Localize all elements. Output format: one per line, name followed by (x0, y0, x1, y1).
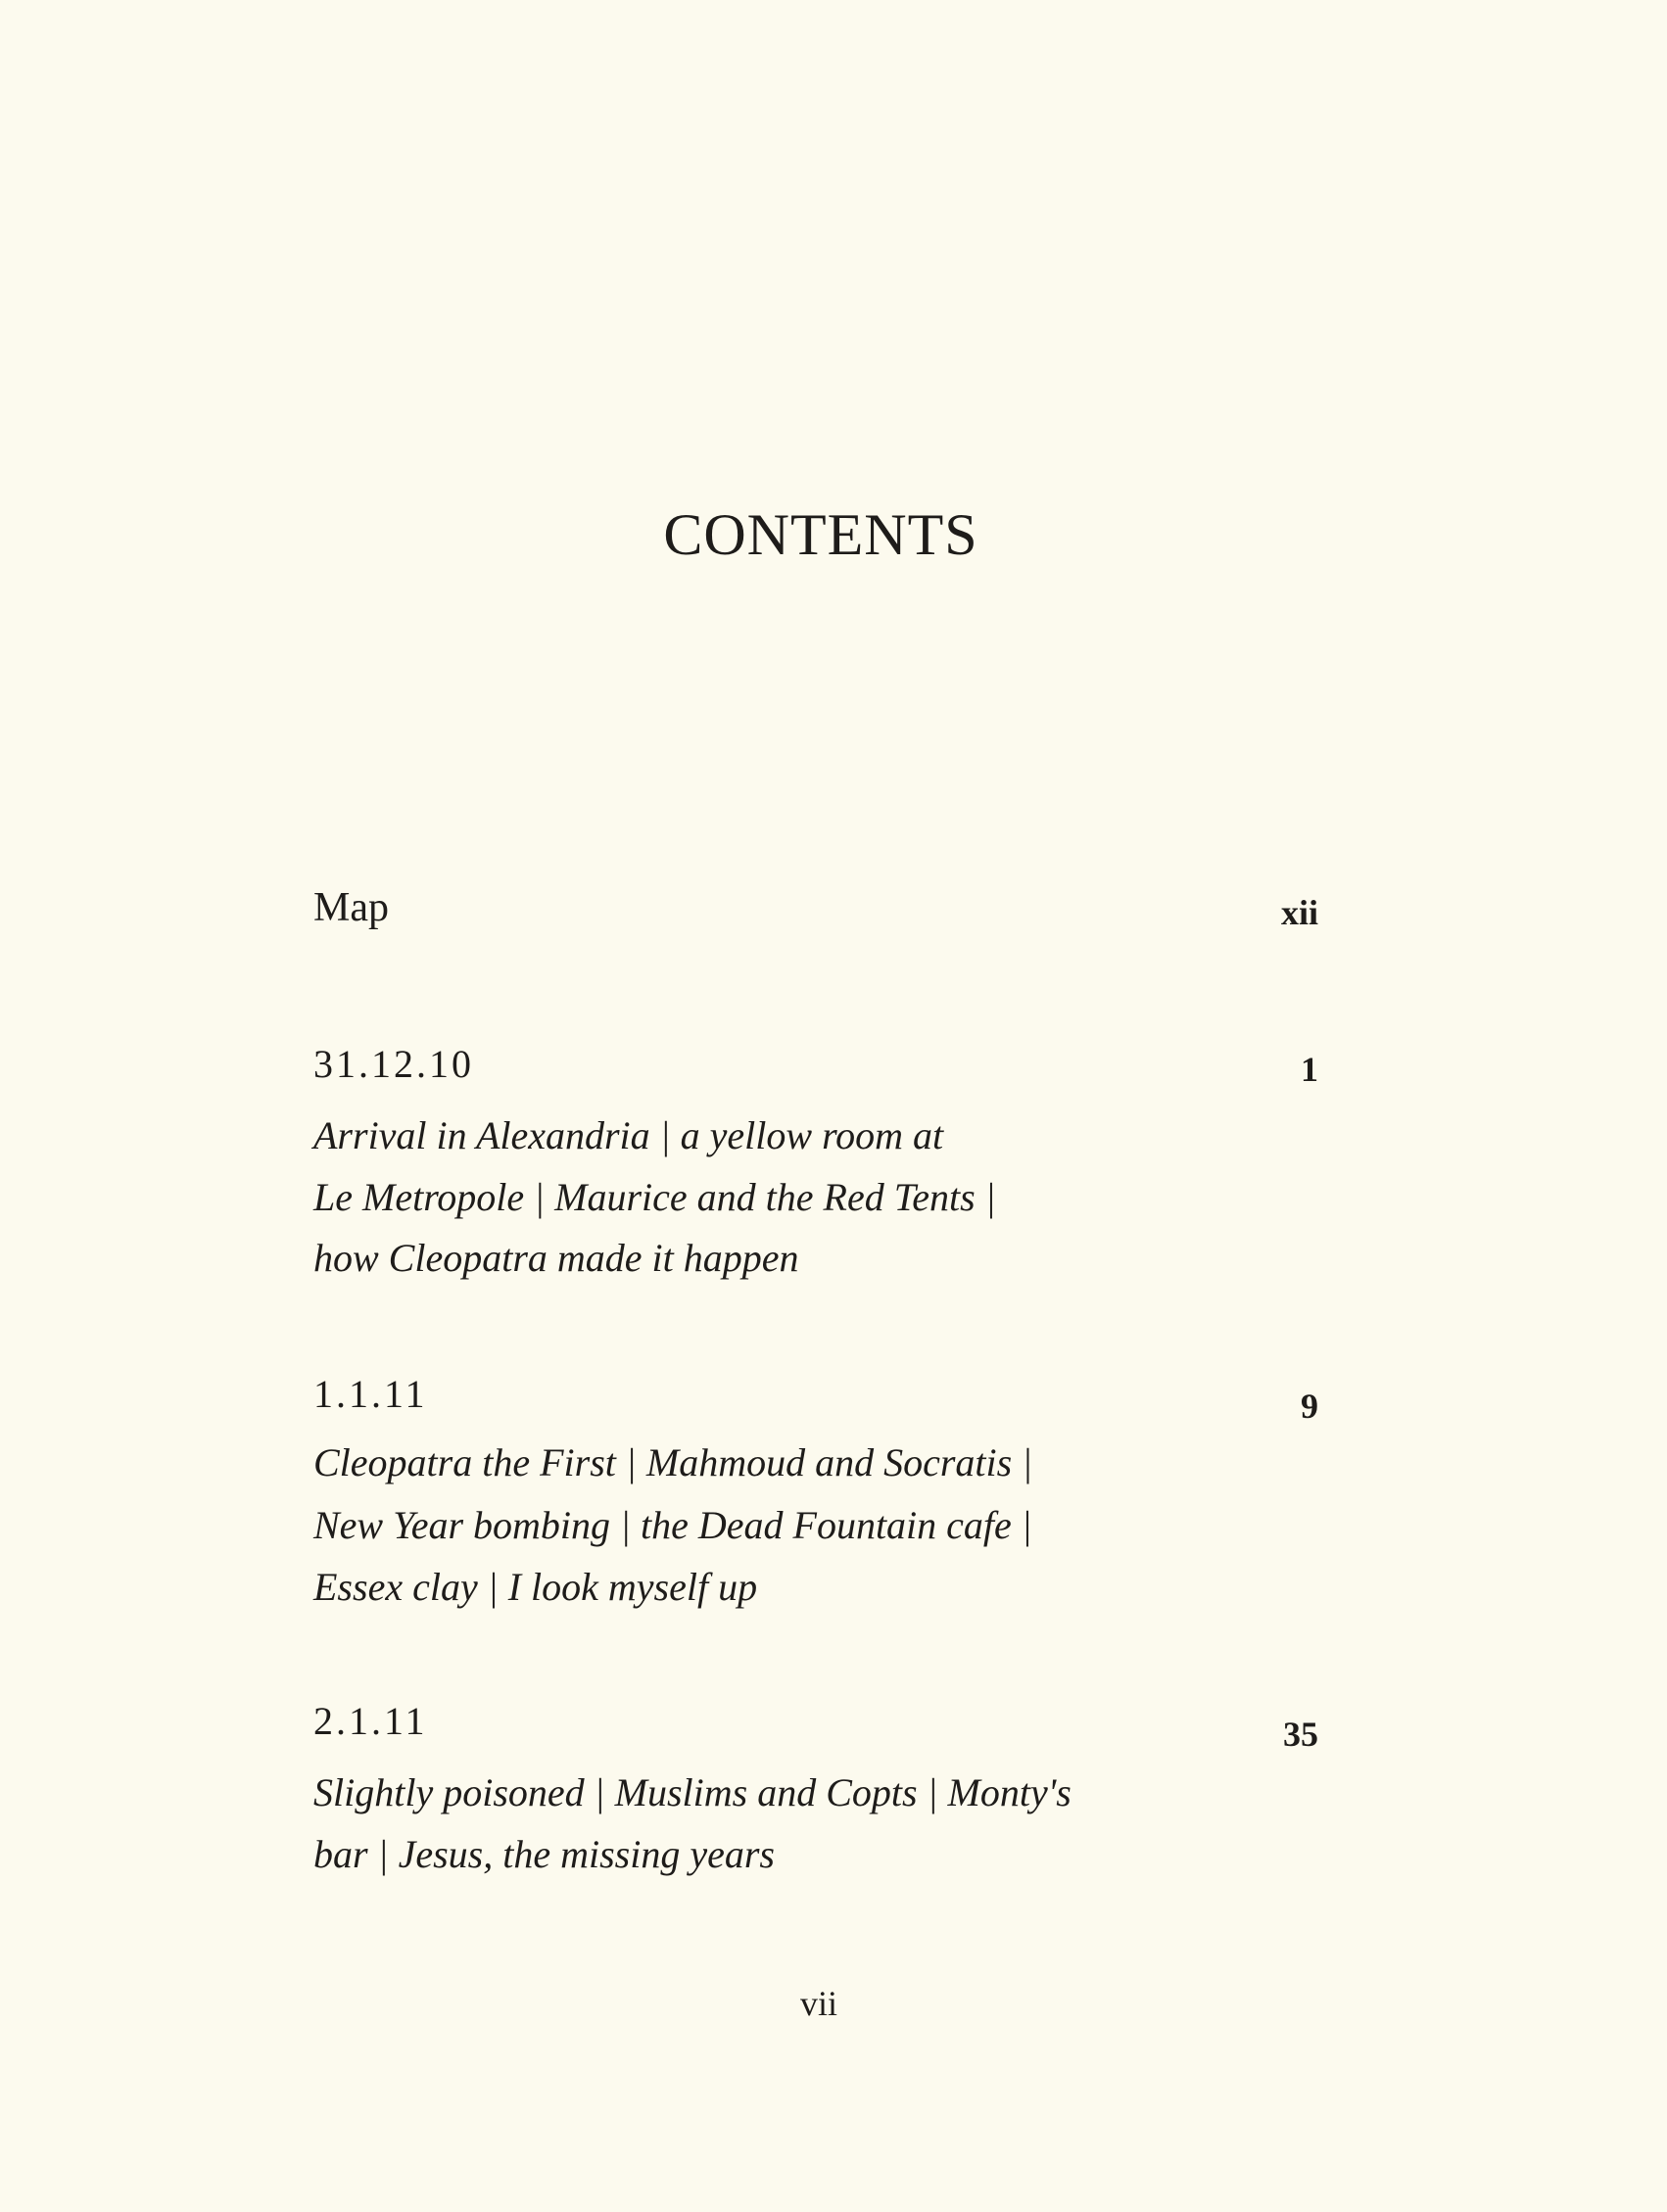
entry-description-line: New Year bombing | the Dead Fountain cafe | (313, 1503, 1032, 1547)
entry-description-line: Slightly poisoned | Muslims and Copts | Monty's (313, 1770, 1072, 1814)
entry-page: xii (1280, 893, 1318, 932)
entry-date: 1.1.11 (313, 1372, 428, 1416)
entry-description-line: bar | Jesus, the missing years (313, 1832, 775, 1876)
entry-description-line: how Cleopatra made it happen (313, 1236, 799, 1280)
entry-page: 35 (1283, 1715, 1318, 1754)
entry-label: Map (313, 885, 389, 930)
entry-date: 31.12.10 (313, 1042, 474, 1086)
entry-description-line: Essex clay | I look myself up (313, 1565, 758, 1609)
entry-date: 2.1.11 (313, 1699, 428, 1743)
page-number: vii (799, 1984, 837, 2023)
page-title: CONTENTS (663, 502, 978, 567)
entry-page: 1 (1301, 1050, 1318, 1089)
entry-description-line: Le Metropole | Maurice and the Red Tents | (313, 1175, 996, 1219)
entry-description-line: Cleopatra the First | Mahmoud and Socratis | (313, 1440, 1033, 1484)
entry-page: 9 (1301, 1387, 1318, 1426)
entry-description-line: Arrival in Alexandria | a yellow room at (313, 1113, 944, 1157)
